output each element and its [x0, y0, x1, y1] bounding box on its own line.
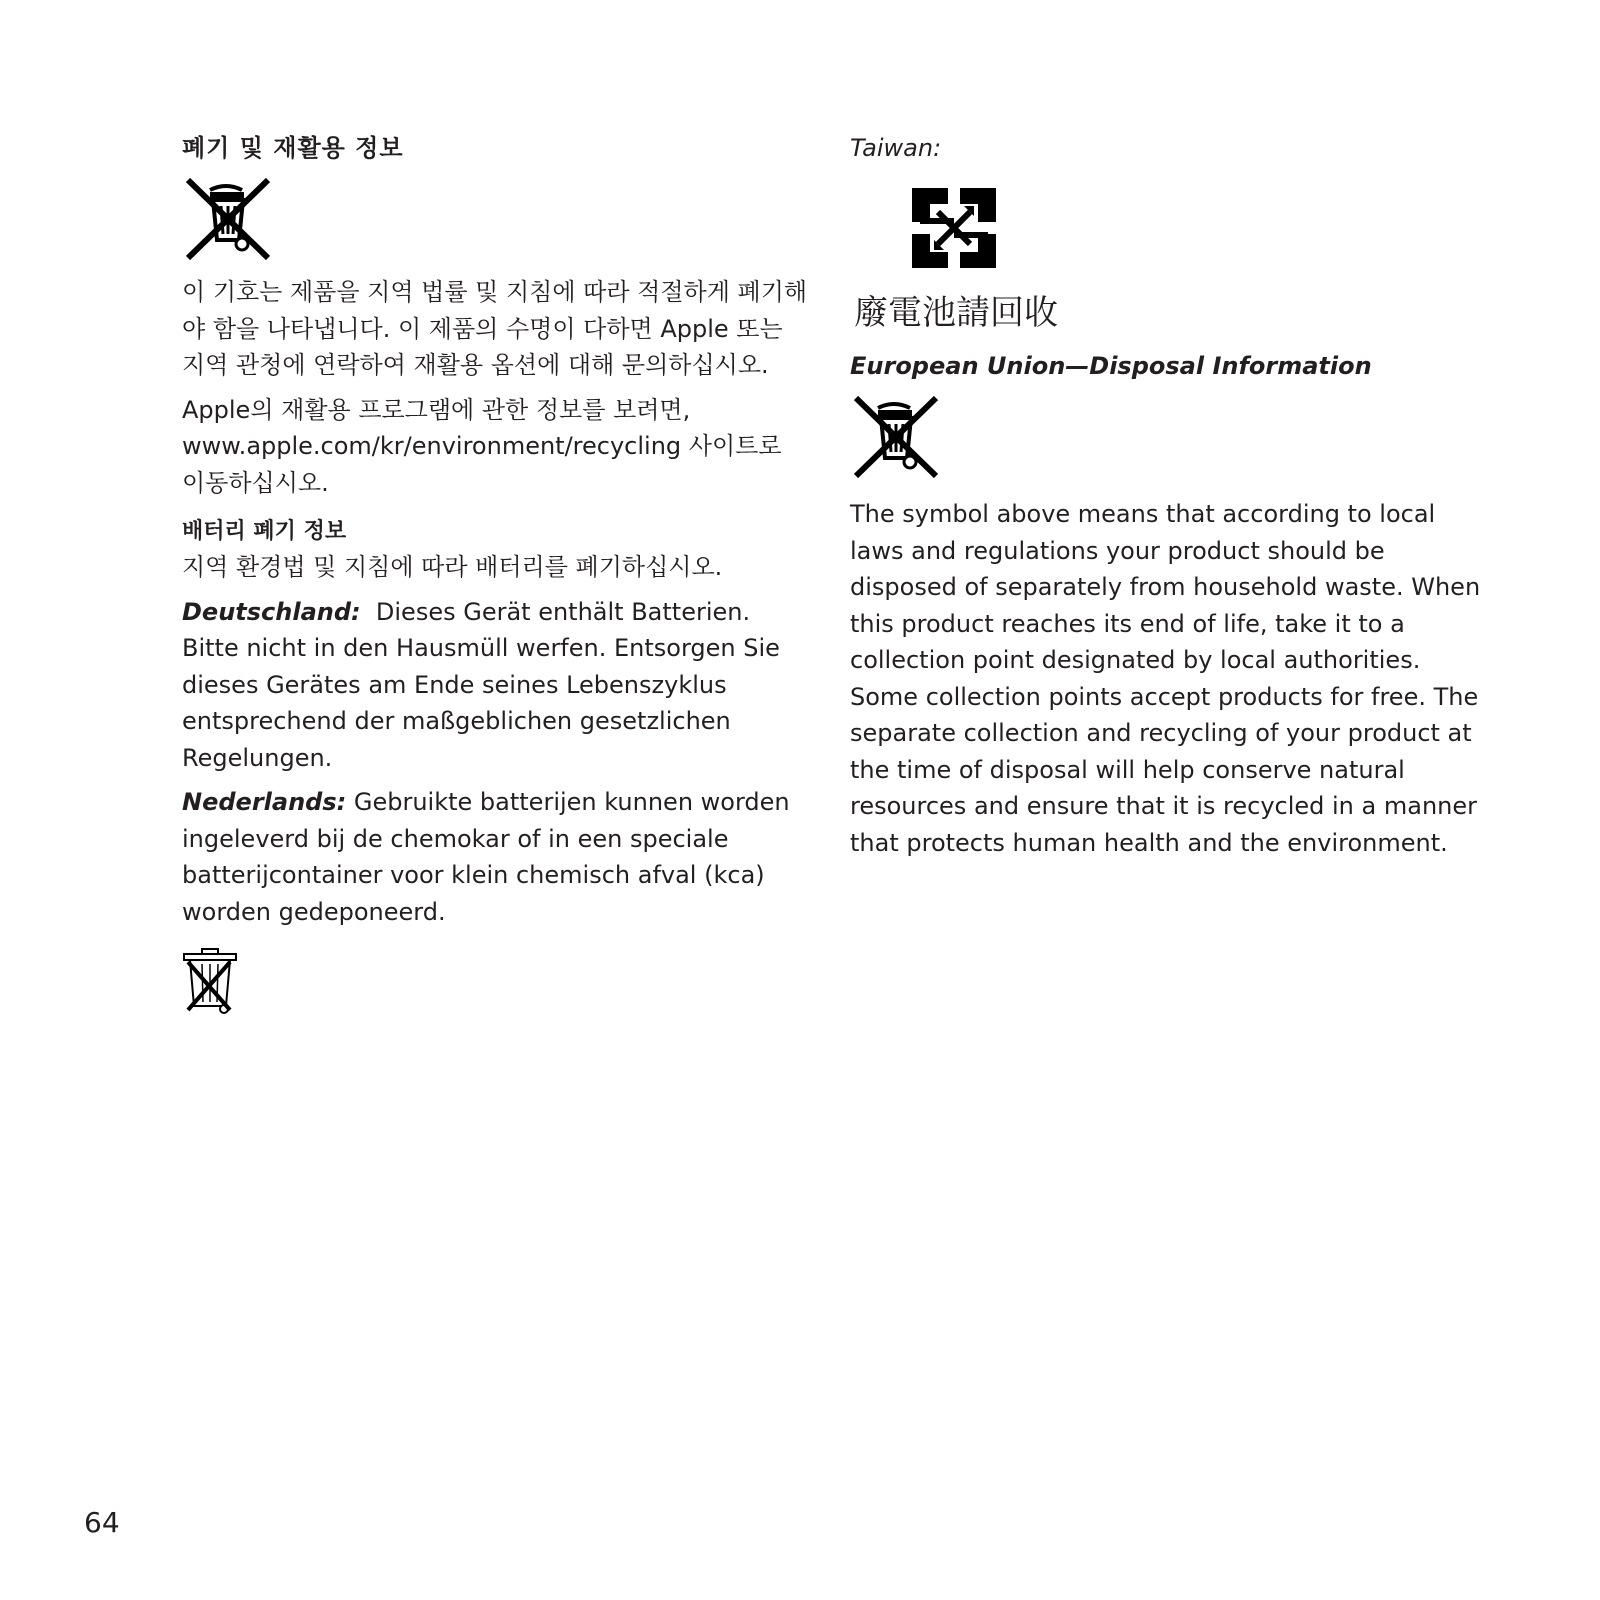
korean-heading: 폐기 및 재활용 정보	[182, 134, 404, 162]
taiwan-recycle-icon	[908, 184, 1000, 272]
deutschland-text: Dieses Gerät enthält Batterien. Bitte nicht in den Hausmüll werfen. Entsorgen Sie dieses Gerätes am Ende seines Lebenszyklus entsprechend der maßgeblichen gesetzlichen Regelungen.	[182, 597, 780, 772]
left-column	[182, 130, 812, 1016]
battery-text: 지역 환경법 및 지침에 따라 배터리를 폐기하십시오.	[182, 553, 723, 581]
korean-paragraph-1: 이 기호는 제품을 지역 법률 및 지침에 따라 적절하게 폐기해야 함을 나타냅니다. 이 제품의 수명이 다하면 Apple 또는 지역 관청에 연락하여 재활용 옵션에 대해 문의하십시오.	[182, 278, 808, 379]
nederlands-label: Nederlands:	[182, 788, 347, 816]
korean-paragraph-2: Apple의 재활용 프로그램에 관한 정보를 보려면, www.apple.com/kr/environment/recycling 사이트로 이동하십시오.	[182, 395, 782, 497]
nederlands-text: Gebruikte batterijen kunnen worden ingeleverd bij de chemokar of in een speciale batterijcontainer voor klein chemisch afval (kca) worden gedeponeerd.	[182, 788, 790, 926]
eu-paragraph: The symbol above means that according to local laws and regulations your product should be disposed of separately from household waste. When this product reaches its end of life, take it to a collection point designated by local authorities. Some collection points accept products for free. The separate collection and recycling of your product at the time of disposal will help conserve natural resources and ensure that it is recycled in a manner that protects human health and the environment.	[850, 500, 1481, 857]
nederlands-paragraph	[182, 784, 812, 930]
taiwan-label: Taiwan:	[850, 134, 942, 162]
crossed-bin-icon	[852, 394, 942, 478]
deutschland-paragraph	[182, 594, 812, 777]
deutschland-label: Deutschland:	[182, 597, 361, 626]
page-number: 64	[84, 1506, 120, 1539]
crossed-bin-icon	[184, 176, 274, 260]
crossed-bin-small-icon	[182, 946, 242, 1016]
eu-heading: European Union—Disposal Information	[850, 352, 1372, 380]
battery-heading: 배터리 폐기 정보	[182, 519, 347, 544]
right-column	[850, 130, 1490, 861]
taiwan-chinese-text: 廢電池請回收	[854, 293, 1058, 333]
